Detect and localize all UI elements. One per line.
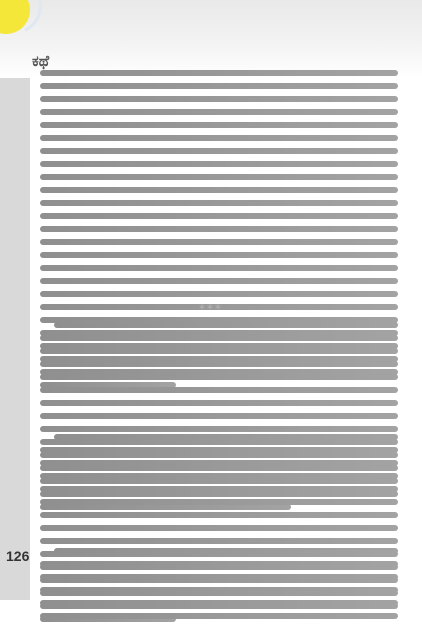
page-sidebar <box>0 0 30 600</box>
header-band <box>0 0 422 78</box>
section-divider: *** <box>199 302 223 316</box>
page-number: 126 <box>6 548 30 564</box>
paragraph-4 <box>40 548 398 626</box>
section-label: ಕಥೆ <box>32 52 50 70</box>
